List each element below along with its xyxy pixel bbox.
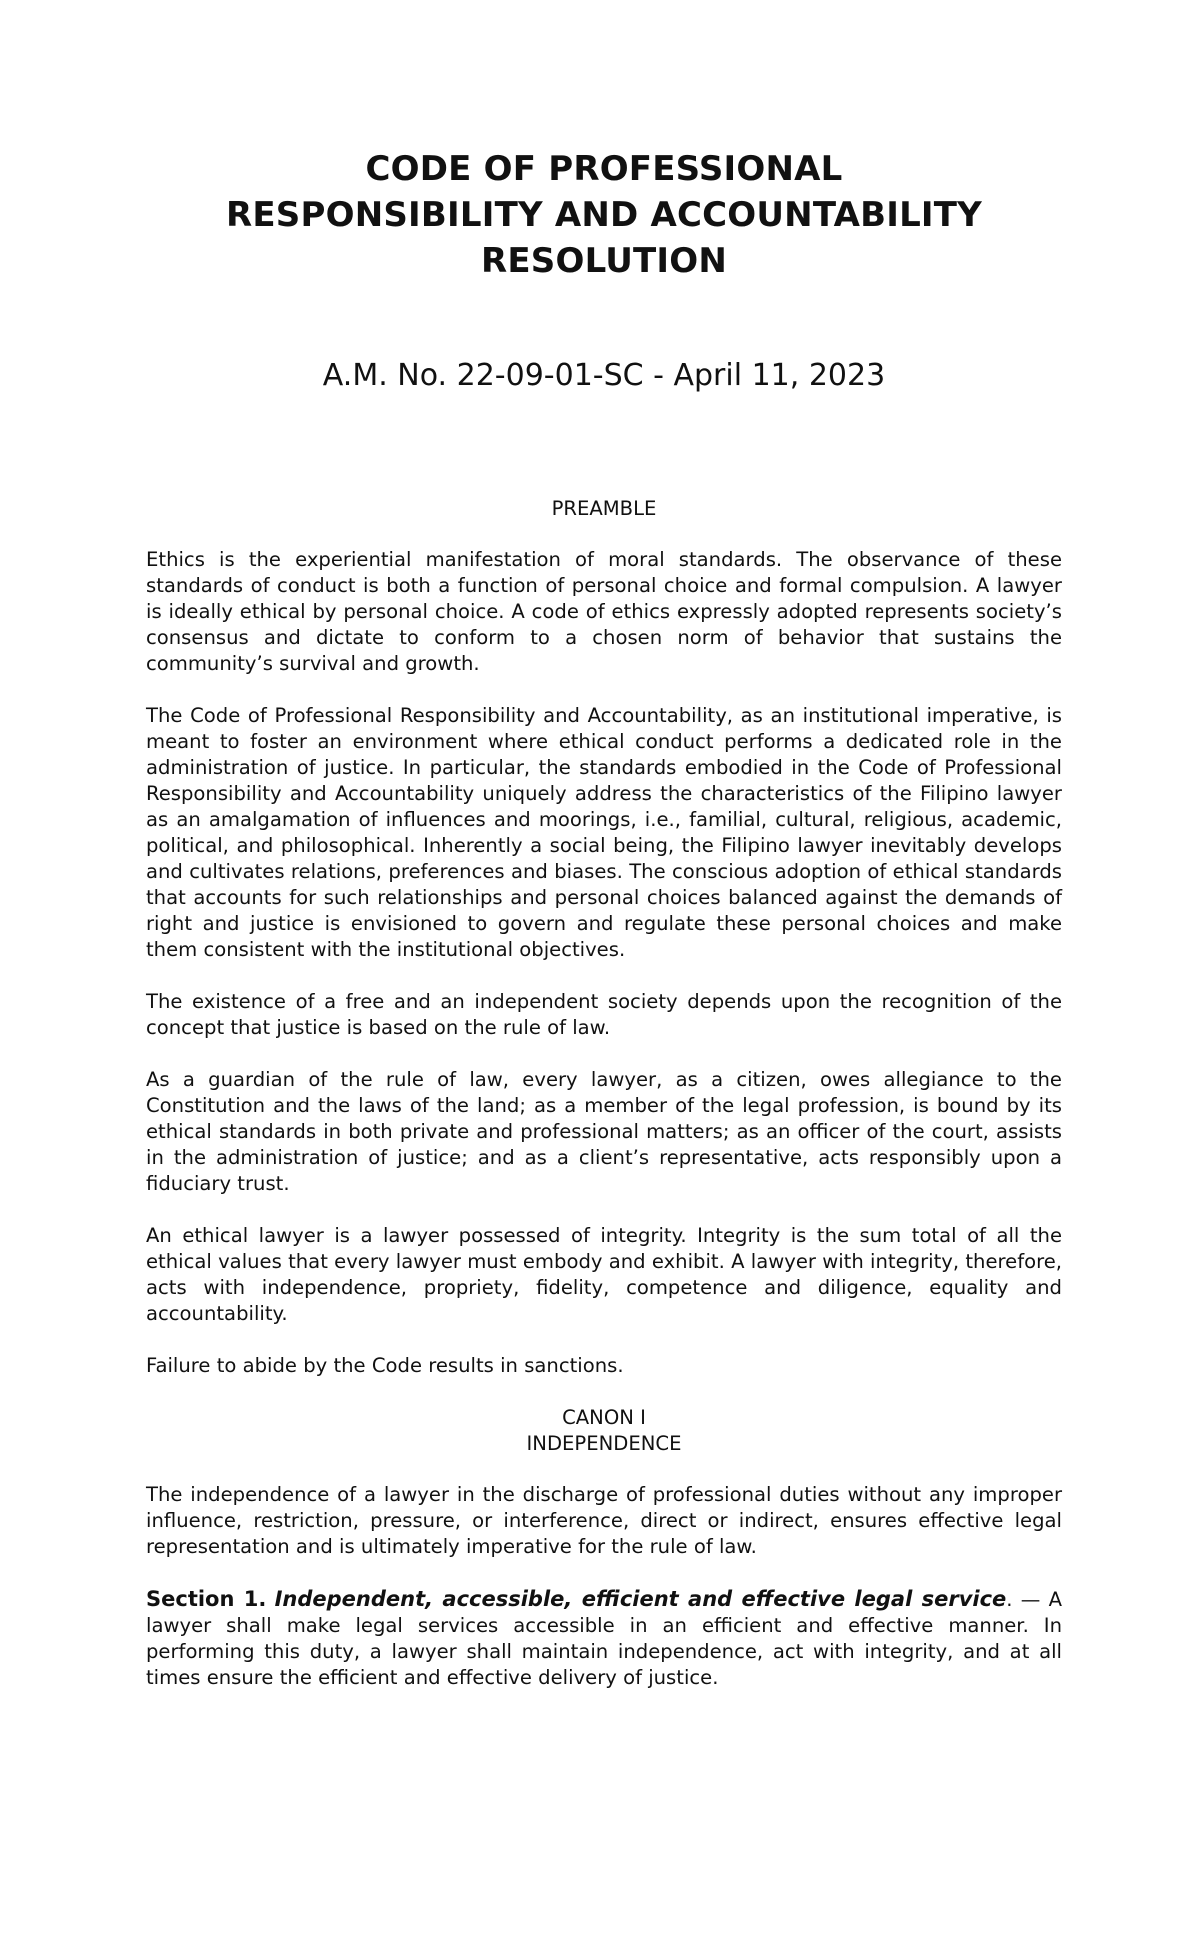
title-line: CODE OF PROFESSIONAL	[365, 149, 843, 189]
section-number: Section 1.	[146, 1587, 267, 1611]
preamble-paragraph: An ethical lawyer is a lawyer possessed of integrity. Integrity is the sum total of all the ethical values that every lawyer must embody and exhibit. A lawyer with integrity, therefore, acts with independence, propriety, fidelity, competence and diligence, equality and accountability.	[146, 1224, 1062, 1325]
title-line: RESOLUTION	[480, 241, 728, 281]
document-body	[146, 496, 1062, 1717]
document-number: A.M. No. 22-09-01-SC - April 11, 2023	[322, 358, 886, 393]
section-1-paragraph	[146, 1586, 1062, 1691]
preamble-paragraph: As a guardian of the rule of law, every lawyer, as a citizen, owes allegiance to the Constitution and the laws of the land; as a member of the legal profession, is bound by its ethical standards in both private and professional matters; as an officer of the court, assists in the administration of justice; and as a client’s representative, acts responsibly upon a fiduciary trust.	[146, 1068, 1062, 1195]
section-title: Independent, accessible, efficient and effective legal service	[274, 1587, 1007, 1611]
canon-intro: The independence of a lawyer in the discharge of professional duties without any improper influence, restriction, pressure, or interference, direct or indirect, ensures effective legal representation and is ultimately imperative for the rule of law.	[146, 1483, 1062, 1558]
preamble-heading	[146, 496, 1062, 522]
section-text: . — A lawyer shall make legal services accessible in an efficient and effective manner. In performing this duty, a lawyer shall maintain independence, act with integrity, and at all times ensure the efficient and effective delivery of justice.	[146, 1588, 1062, 1689]
canon-heading	[146, 1405, 1062, 1457]
preamble-paragraph: The existence of a free and an independent society depends upon the recognition of the concept that justice is based on the rule of law.	[146, 990, 1062, 1039]
canon-name: INDEPENDENCE	[526, 1432, 682, 1455]
preamble-paragraph: Failure to abide by the Code results in sanctions.	[146, 1354, 624, 1377]
document-title	[146, 146, 1062, 284]
canon-number: CANON I	[562, 1406, 646, 1429]
preamble-heading-text: PREAMBLE	[551, 497, 657, 520]
preamble-paragraph: Ethics is the experiential manifestation of moral standards. The observance of these standards of conduct is both a function of personal choice and formal compulsion. A lawyer is ideally ethical by personal choice. A code of ethics expressly adopted represents society’s consensus and dictate to conform to a chosen norm of behavior that sustains the community’s survival and growth.	[146, 548, 1062, 675]
title-line: RESPONSIBILITY AND ACCOUNTABILITY	[225, 195, 982, 235]
preamble-paragraph: The Code of Professional Responsibility and Accountability, as an institutional imperative, is meant to foster an environment where ethical conduct performs a dedicated role in the administration of justice. In particular, the standards embodied in the Code of Professional Responsibility and Accountability uniquely address the characteristics of the Filipino lawyer as an amalgamation of influences and moorings, i.e., familial, cultural, religious, academic, political, and philosophical. Inherently a social being, the Filipino lawyer inevitably develops and cultivates relations, preferences and biases. The conscious adoption of ethical standards that accounts for such relationships and personal choices balanced against the demands of right and justice is envisioned to govern and regulate these personal choices and make them consistent with the institutional objectives.	[146, 704, 1062, 961]
document-page	[146, 0, 1062, 1944]
